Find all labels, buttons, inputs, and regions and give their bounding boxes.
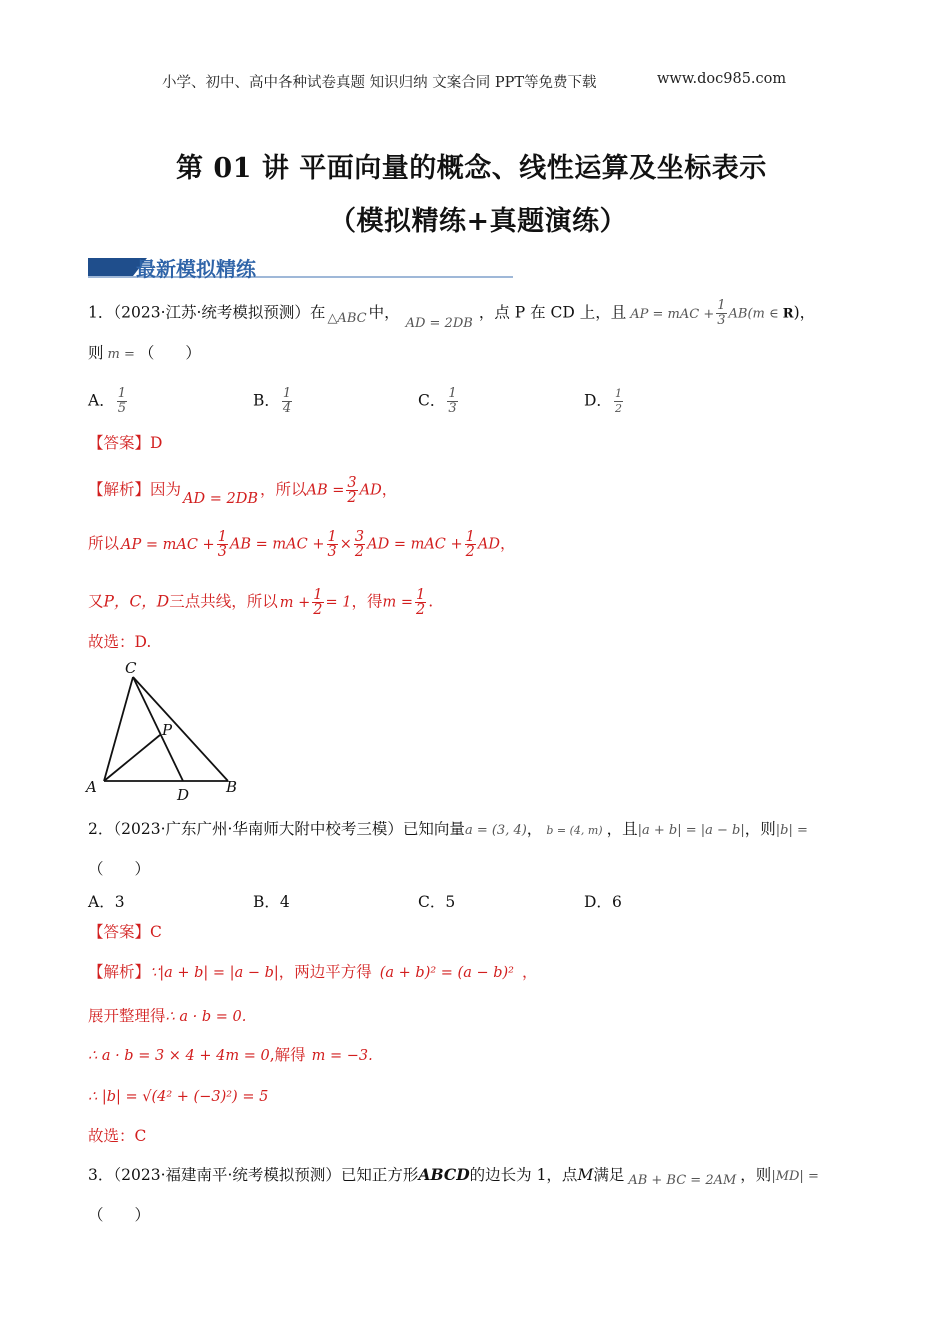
q1-paren: （ ）	[138, 344, 201, 362]
page-subtitle: （模拟精练+真题演练）	[329, 206, 628, 237]
q2-vector-a: a = (3, 4)	[464, 823, 527, 838]
label-c: C	[125, 659, 137, 677]
q1-option-a[interactable]: A． $\frac{1}{5}$	[88, 386, 126, 416]
q1-option-c-frac: $\frac{1}{3}$	[448, 386, 457, 416]
q2-source: （2023·广东广州·华南师大附中校考三模）已知向量	[113, 820, 465, 838]
q2-exp-line2: 展开整理得∴ a · b = 0.	[88, 1007, 247, 1025]
label-d: D	[177, 786, 190, 804]
q1-ask: 则 m = （ ）	[88, 344, 201, 362]
q2-condition: |a + b| = |a − b|	[637, 823, 745, 838]
q1-point-text: ，点 P 在 CD 上，且	[478, 303, 627, 322]
q3-number: 3．	[88, 1166, 114, 1184]
q1-stem	[88, 298, 816, 331]
q2-number: 2．	[88, 820, 114, 838]
q1-option-d[interactable]: D． $\frac{1}{2}$	[584, 387, 622, 415]
label-a: A	[86, 778, 97, 796]
label-p: P	[162, 721, 173, 739]
q3-stem: 3．（2023·福建南平·统考模拟预测）已知正方形ABCD的边长为 1，点M满足 $_{AB + BC = 2AM}$ ，则|MD| =	[88, 1165, 819, 1188]
q1-choose: 故选：D.	[88, 633, 152, 651]
section-banner-bar	[88, 258, 133, 276]
q1-option-b[interactable]: B． $\frac{1}{4}$	[253, 386, 292, 416]
q2-exp-line3: ∴ a · b = 3 × 4 + 4m = 0,解得 m = −3.	[88, 1046, 373, 1064]
edge-ac	[104, 677, 133, 781]
q1-answer-value: D	[150, 434, 163, 452]
q2-option-b[interactable]: B．4	[253, 893, 290, 911]
q2-paren: （ ）	[88, 860, 151, 878]
q3-paren: （ ）	[88, 1206, 151, 1224]
q3-square: ABCD	[418, 1165, 470, 1184]
q1-exp-line1: 【解析】因为 AD = 2DB ，所以AB = $\frac{3}{2}$ AD，	[88, 475, 398, 507]
q2-option-d[interactable]: D．6	[584, 893, 622, 911]
q2-option-c[interactable]: C．5	[418, 893, 456, 911]
q1-option-d-frac: $\frac{1}{2}$	[614, 387, 622, 415]
q2-choose: 故选：C	[88, 1127, 147, 1145]
q3-condition: AB + BC = 2AM	[628, 1173, 737, 1188]
q2-ask: |b| =	[775, 823, 808, 838]
page-title: 第 01 讲 平面向量的概念、线性运算及坐标表示	[176, 153, 767, 184]
q1-triangle: △ABC	[327, 310, 367, 326]
q2-option-a[interactable]: A．3	[88, 893, 125, 911]
q1-ask-m: m =	[107, 347, 135, 362]
section-title: 最新模拟精练	[136, 257, 256, 281]
q1-real-set: R	[782, 306, 794, 322]
q3-source: （2023·福建南平·统考模拟预测）已知正方形	[113, 1166, 419, 1184]
q1-condition: AD = 2DB	[405, 315, 473, 331]
segment-ap	[104, 735, 160, 781]
q2-answer: 【答案】C	[88, 923, 162, 941]
q1-frac: $\frac{1}{3}$	[717, 298, 726, 328]
q1-option-a-frac: $\frac{1}{5}$	[117, 386, 126, 416]
header-text: 小学、初中、高中各种试卷真题 知识归纳 文案合同 PPT等免费下载	[162, 75, 597, 91]
q3-point-m: M	[577, 1166, 594, 1184]
q1-answer: 【答案】D	[88, 434, 163, 452]
label-b: B	[226, 778, 238, 796]
q3-ask: |MD| =	[771, 1169, 819, 1184]
q1-expr-b: AB(m ∈	[728, 306, 783, 322]
q2-vector-b: b = (4, m)	[546, 824, 603, 837]
header-site[interactable]: www.doc985.com	[657, 71, 787, 87]
q1-zhong: 中，	[368, 303, 400, 322]
q1-number: 1．	[88, 303, 114, 322]
q2-exp-line4: ∴ |b| = √(4² + (−3)²) = 5	[88, 1089, 269, 1105]
q1-source: （2023·江苏·统考模拟预测）在	[113, 303, 326, 322]
edge-cb	[133, 677, 228, 781]
q2-answer-value: C	[150, 923, 162, 941]
q2-exp-line1: 【解析】∵|a + b| = |a − b|，两边平方得 (a + b)² = (a − b)² ，	[88, 963, 538, 981]
q1-option-c[interactable]: C． $\frac{1}{3}$	[418, 386, 457, 416]
segment-cd	[133, 677, 183, 781]
q1-expr-c: )，	[793, 303, 816, 322]
q1-triangle-figure	[80, 655, 250, 805]
q2-stem: 2．（2023·广东广州·华南师大附中校考三模）已知向量a = (3, 4)， b = (4, m) ，且|a + b| = |a − b|，则|b| =	[88, 820, 808, 838]
q1-expr-a: AP = mAC +	[630, 306, 715, 322]
q1-exp-line3: 又P，C，D三点共线，所以 m + $\frac{1}{2}$ = 1，得m = $\frac{1}{2}$ .	[88, 587, 434, 618]
q1-option-b-frac: $\frac{1}{4}$	[282, 386, 292, 416]
q1-exp-line2: 所以 AP = mAC + $\frac{1}{3}$ AB = mAC + $\frac{1}{3}$ × $\frac{3}{2}$ AD = mAC + $\frac{1}{2}$ AD，	[88, 529, 516, 560]
